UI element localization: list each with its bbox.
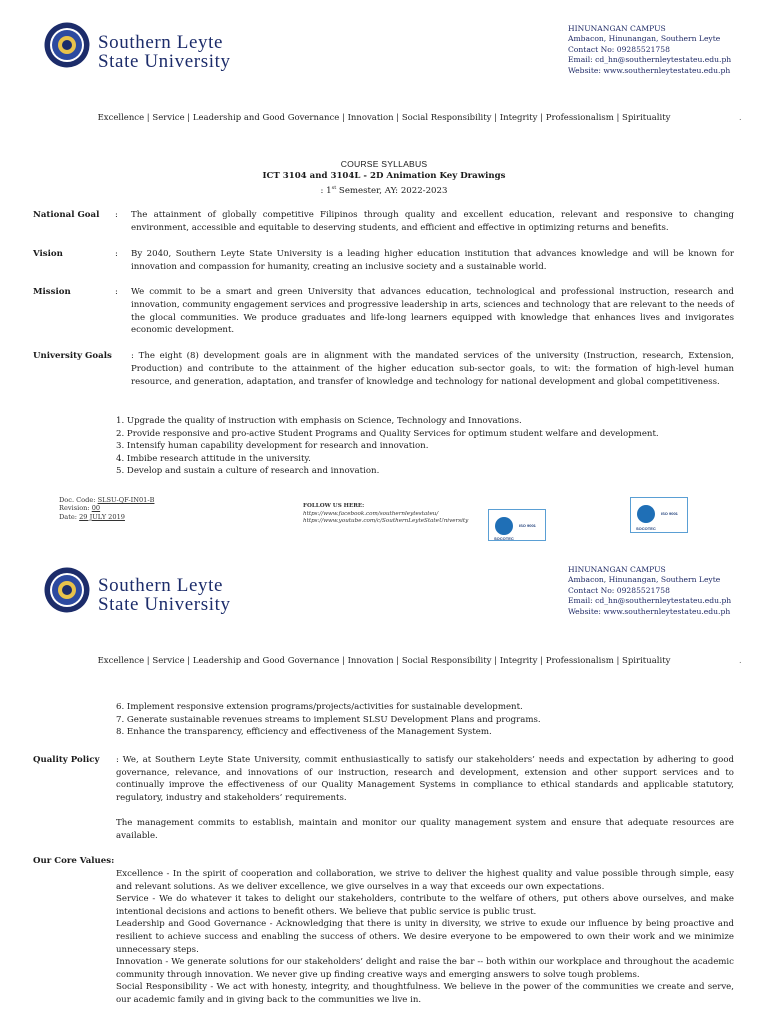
motto-dot: . xyxy=(739,113,742,122)
university-name-line1: Southern Leyte xyxy=(98,32,224,53)
campus-phone: Contact No: 09285521758 xyxy=(568,585,670,595)
campus-website: Website: www.southernleytestateu.edu.ph xyxy=(568,65,731,75)
quality-policy-text: : We, at Southern Leyte State University, commit enthusiastically to satisfy our stakeholders’ needs and expectation by adhering to good governance, relevance, and innovations of our instruction, research and development, extension and other support services and to continually improve the effectiveness of our Quality Management Systems in compliance to ethical standards and applicable statutory, regulatory, industry and stakeholders’ requirements. xyxy=(116,755,734,803)
revision-number: 00 xyxy=(91,504,101,513)
syllabus-title: COURSE SYLLABUS xyxy=(340,159,428,169)
national-goal-text: The attainment of globally competitive Filipinos through quality and excellent education, relevant and responsive to changing environment, accessible and equitable to deserving students, and efficient and effective in optimizing returns and benefits. xyxy=(131,210,734,233)
mission-label: Mission xyxy=(33,287,71,297)
certification-badge: SOCOTEC ISO 9001 xyxy=(630,497,688,533)
mission-colon: : xyxy=(115,287,118,297)
university-name-line2: State University xyxy=(98,51,231,72)
quality-policy-label: Quality Policy xyxy=(33,755,100,765)
campus-name: HINUNANGAN CAMPUS xyxy=(568,24,666,33)
core-values-motto: Excellence | Service | Leadership and Good Governance | Innovation | Social Responsibility | Integrity | Professionalism | Spirituality xyxy=(97,656,671,666)
list-item: 4. Imbibe research attitude in the university. xyxy=(116,453,311,464)
certification-seal-icon xyxy=(637,505,655,523)
list-item: 2. Provide responsive and pro-active Student Programs and Quality Services for optimum student welfare and development. xyxy=(116,428,659,439)
campus-address: Ambacon, Hinunangan, Southern Leyte xyxy=(568,575,721,585)
semester-line: : 1st Semester, AY: 2022-2023 xyxy=(320,185,448,196)
vision-colon: : xyxy=(115,249,118,259)
campus-contact-block xyxy=(568,24,731,76)
core-values-list xyxy=(116,868,734,1007)
university-goals-label: University Goals xyxy=(33,351,112,361)
list-item: Excellence - In the spirit of cooperation and collaboration, we strive to deliver the highest quality and value possible through simple, easy and relevant solutions. As we deliver excellence, we give ourselves in a way that exceeds our own expectations. xyxy=(116,869,734,892)
follow-heading: FOLLOW US HERE: xyxy=(303,503,365,509)
list-item: Innovation - We generate solutions for our stakeholders’ delight and raise the bar -- both within our workplace and throughout the academic community through innovation. We never give up finding creative ways and emerging answers to solve tough problems. xyxy=(116,957,734,980)
vision-label: Vision xyxy=(33,249,63,259)
certification-badge: SOCOTEC ISO 9001 xyxy=(488,509,546,541)
youtube-link[interactable]: https://www.youtube.com/c/SouthernLeyteStateUniversity xyxy=(303,518,469,525)
list-item: Leadership and Good Governance - Acknowledging that there is unity in diversity, we strive to exude our influence by being proactive and resilient to achieve success and enabling the success of others. We desire everyone to be empowered to own their work and we minimize unnecessary steps. xyxy=(116,919,734,955)
university-seal-logo xyxy=(44,567,90,613)
list-item: 7. Generate sustainable revenues streams to implement SLSU Development Plans and programs. xyxy=(116,714,541,725)
document-control-block: Doc. Code: SLSU-QF-IN01-B Revision: 00 Date: 29 JULY 2019 xyxy=(59,496,155,521)
list-item: 6. Implement responsive extension programs/projects/activities for sustainable development. xyxy=(116,702,523,712)
list-item: 1. Upgrade the quality of instruction with emphasis on Science, Technology and Innovations. xyxy=(116,416,522,426)
management-commitment-text: The management commits to establish, maintain and monitor our quality management system and ensure that adequate resources are available. xyxy=(116,818,734,841)
core-values-label: Our Core Values: xyxy=(33,856,115,866)
university-goals-text: : The eight (8) development goals are in alignment with the mandated services of the university (Instruction, research, Extension, Production) and contribute to the attainment of the higher education sub-sector goals, to wit: the formation of high-level human resource, and generation, adaptation, and transfer of knowledge and technology for national development and global competitiveness. xyxy=(131,351,734,387)
syllabus-page-2 xyxy=(0,543,768,1024)
university-name-line2: State University xyxy=(98,594,231,615)
course-title: ICT 3104 and 3104L - 2D Animation Key Drawings xyxy=(262,171,506,181)
university-seal-logo xyxy=(44,22,90,68)
campus-contact-block xyxy=(568,565,731,617)
vision-text: By 2040, Southern Leyte State University is a leading higher education institution that advances knowledge and will be known for innovation and compassion for humanity, creating an inclusive society and a sustainable world. xyxy=(131,249,734,272)
national-goal-colon: : xyxy=(115,210,118,220)
motto-dot: . xyxy=(739,656,742,665)
list-item: Social Responsibility - We act with honesty, integrity, and thoughtfulness. We believe in the power of the communities we create and serve, our academic family and in giving back to the communities we live in. xyxy=(116,982,734,1005)
doc-code: SLSU-QF-IN01-B xyxy=(97,496,155,504)
revision-date: 29 JULY 2019 xyxy=(79,512,125,521)
university-name-line1: Southern Leyte xyxy=(98,575,224,596)
national-goal-label: National Goal xyxy=(33,210,100,220)
syllabus-heading xyxy=(0,158,768,197)
campus-name: HINUNANGAN CAMPUS xyxy=(568,565,666,574)
university-goals-list-continued xyxy=(116,701,734,739)
list-item: 5. Develop and sustain a culture of research and innovation. xyxy=(116,466,380,477)
campus-phone: Contact No: 09285521758 xyxy=(568,44,670,54)
core-values-motto: Excellence | Service | Leadership and Good Governance | Innovation | Social Responsibility | Integrity | Professionalism | Spirituality xyxy=(97,113,671,123)
list-item: Service - We do whatever it takes to delight our stakeholders, contribute to the welfare of others, put others above ourselves, and make intentional decisions and actions to benefit others. We believe that public service is public trust. xyxy=(116,894,734,917)
list-item: 8. Enhance the transparency, efficiency and effectiveness of the Management System. xyxy=(116,727,492,738)
list-item: 3. Intensify human capability development for research and innovation. xyxy=(116,441,429,452)
facebook-link[interactable]: https://www.facebook.com/southernleytestateu/ xyxy=(303,510,439,517)
university-goals-list xyxy=(116,415,734,478)
follow-us-block xyxy=(303,503,468,526)
certification-seal-icon xyxy=(495,517,513,535)
campus-email: Email: cd_hn@southernleytestateu.edu.ph xyxy=(568,596,732,606)
mission-text: We commit to be a smart and green University that advances education, technological and professional instruction, research and innovation, community engagement services and progressive leadership in arts, sciences and technology that are relevant to the needs of the glocal communities. We produce graduates and life-long learners equipped with knowledge that enhances lives and invigorates economic development. xyxy=(131,287,734,336)
campus-website: Website: www.southernleytestateu.edu.ph xyxy=(568,606,731,616)
campus-address: Ambacon, Hinunangan, Southern Leyte xyxy=(568,34,721,44)
campus-email: Email: cd_hn@southernleytestateu.edu.ph xyxy=(568,55,732,65)
